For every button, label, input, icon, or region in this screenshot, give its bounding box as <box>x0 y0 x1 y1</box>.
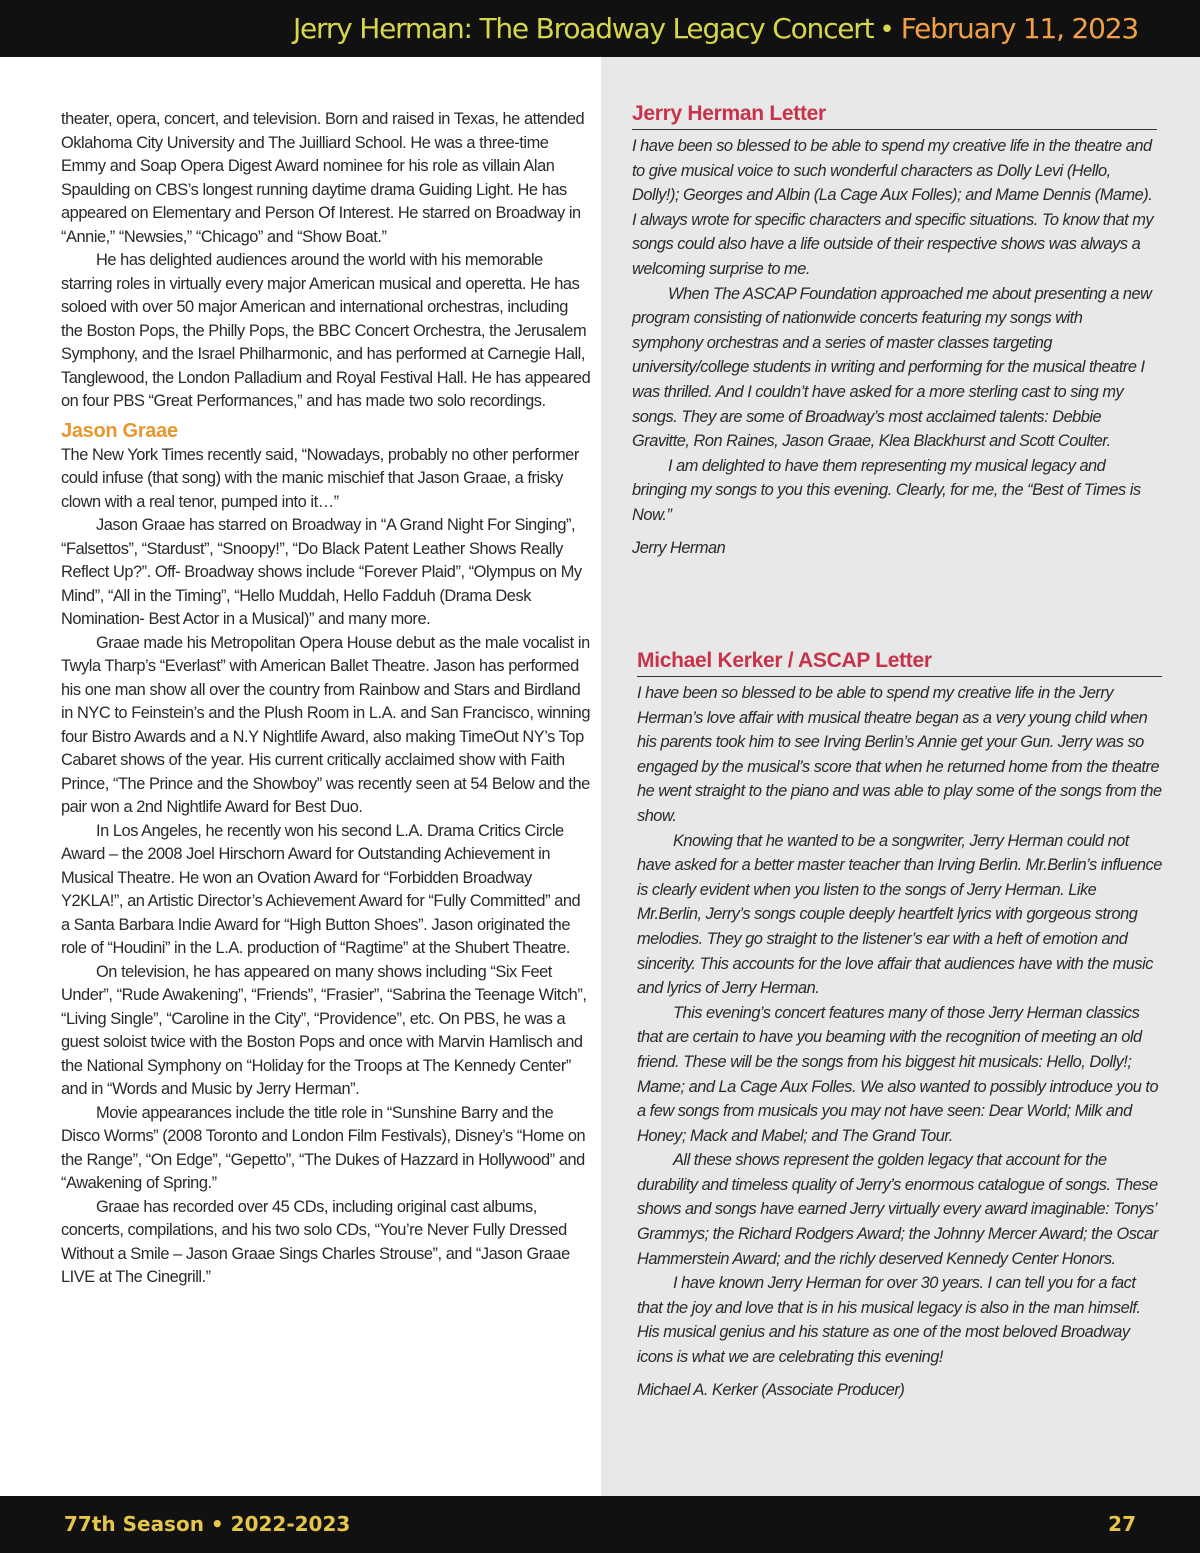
jason-paragraph: Graae made his Metropolitan Opera House debut as the male vocalist in Twyla Tharp’s “Everlast” with American Ballet Theatre. Jason has performed his one man show all over the country from Rainbow and Stars and Birdland in NYC to Feinstein’s and the Plush Room in L.A. and San Francisco, winning four Bistro Awards and a N.Y Nightlife Award, also making TimeOut NY’s Top Cabaret shows of the year. His current critically acclaimed show with Faith Prince, “The Prince and the Showboy” was recently seen at 54 Below and the pair won a 2nd Nightlife Award for Best Duo. <box>61 633 590 816</box>
jason-paragraph: Jason Graae has starred on Broadway in “A Grand Night For Singing”, “Falsettos”, “Stardust”, “Snoopy!”, “Do Black Patent Leather Shows Really Reflect Up?”. Off- Broadway shows include “Forever Plaid”, “Olympus on My Mind”, “All in the Timing”, “Hello Muddah, Hello Fadduh (Drama Desk Nomination- Best Actor in a Musical)” and many more. <box>61 516 582 628</box>
jason-paragraph: In Los Angeles, he recently won his second L.A. Drama Critics Circle Award – the 2008 Joel Hirschorn Award for Outstanding Achievement in Musical Theatre. He won an Ovation Award for “Forbidden Broadway Y2KLA!”, an Artistic Director’s Achievement Award for “Fully Committed” and a Santa Barbara Indie Award for “High Button Shoes”. Jason originated the role of “Houdini” in the L.A. production of “Ragtime” at the Shubert Theatre. <box>61 821 581 957</box>
jason-paragraph: Movie appearances include the title role in “Sunshine Barry and the Disco Worms” (2008 Toronto and London Film Festivals), Disney’s “Home on the Range”, “On Edge”, “Gepetto”, “The Dukes of Hazzard in Hollywood” and “Awakening of Spring.” <box>61 1103 586 1192</box>
bio-paragraph: He has delighted audiences around the world with his memorable starring roles in virtually every major American musical and operetta. He has soloed with over 50 major American and international orchestras, including the Boston Pops, the Philly Pops, the BBC Concert Orchestra, the Jerusalem Symphony, and the Israel Philharmonic, and has performed at Carnegie Hall, Tanglewood, the London Palladium and Royal Festival Hall. He has appeared on four PBS “Great Performances,” and has made two solo recordings. <box>61 251 591 410</box>
concert-date: February 11, 2023 <box>900 12 1138 45</box>
bio-paragraph: theater, opera, concert, and television. Born and raised in Texas, he attended Oklahoma City University and The Juilliard School. He was a three-time Emmy and Soap Opera Digest Award nominee for his role as villain Alan Spaulding on CBS’s longest running daytime drama Guiding Light. He has appeared on Elementary and Person Of Interest. He starred on Broadway in “Annie,” “Newsies,” “Chicago” and “Show Boat.” <box>61 110 585 246</box>
letter-signature: Jerry Herman <box>632 538 726 557</box>
jerry-herman-letter-heading: Jerry Herman Letter <box>632 99 1157 130</box>
jason-paragraph: On television, he has appeared on many shows including “Six Feet Under”, “Rude Awakening”, “Friends”, “Frasier”, “Sabrina the Teenage Witch”, “Living Single”, “Caroline in the City”, “Providence”, etc. On PBS, he was a guest soloist twice with the Boston Pops and once with Marvin Hamlisch and the National Symphony on “Holiday for the Troops at The Kennedy Center” and in “Words and Music by Jerry Herman”. <box>61 962 587 1098</box>
letter-paragraph: Knowing that he wanted to be a songwriter, Jerry Herman could not have asked for a better master teacher than Irving Berlin. Mr.Berlin’s influence is clearly evident when you listen to the songs of Jerry Herman. Like Mr.Berlin, Jerry’s songs couple deeply heartfelt lyrics with gorgeous strong melodies. They go straight to the listener’s ear with a heft of emotion and sincerity. This accounts for the love affair that audiences have with the music and lyrics of Jerry Herman. <box>637 831 1162 998</box>
season-label: 77th Season • 2022-2023 <box>64 1512 351 1536</box>
michael-kerker-letter <box>637 646 1162 1402</box>
letter-paragraph: This evening’s concert features many of those Jerry Herman classics that are certain to have you beaming with the recognition of meeting an old friend. These will be the songs from his biggest hit musicals: Hello, Dolly!; Mame; and La Cage Aux Folles. We also wanted to possibly introduce you to a few songs from musicals you may not have seen: Dear World; Milk and Honey; Mack and Mabel; and The Grand Tour. <box>637 1003 1159 1145</box>
letter-signature: Michael A. Kerker (Associate Producer) <box>637 1380 905 1399</box>
header-separator: • <box>879 15 895 45</box>
jerry-herman-letter <box>632 99 1157 560</box>
jason-paragraph: The New York Times recently said, “Nowadays, probably no other performer could infuse (that song) with the manic mischief that Jason Graae, a frisky clown with a real tenor, pumped into it…” <box>61 445 579 511</box>
letter-paragraph: I am delighted to have them representing my musical legacy and bringing my songs to you this evening. Clearly, for me, the “Best of Times is Now.” <box>632 456 1141 524</box>
letter-paragraph: I have been so blessed to be able to spend my creative life in the Jerry Herman’s love affair with musical theatre began as a very young child when his parents took him to see Irving Berlin’s Annie get your Gun. Jerry was so engaged by the musical’s score that when he returned home from the theatre he went straight to the piano and was able to play some of the songs from the show. <box>637 684 1162 825</box>
page-header <box>0 0 1200 57</box>
letter-paragraph: I have known Jerry Herman for over 30 years. I can tell you for a fact that the joy and love that is in his musical legacy is also in the man himself. His musical genius and his stature as one of the most beloved Broadway icons is what we are celebrating this evening! <box>637 1274 1141 1367</box>
jason-graae-heading: Jason Graae <box>61 419 178 442</box>
letter-paragraph: When The ASCAP Foundation approached me about presenting a new program consisting of nationwide concerts featuring my songs with symphony orchestras and a series of master classes targeting university/college students in writing and performing for the musical theatre I was thrilled. And I couldn’t have asked for a more sterling cast to sing my songs. They are some of Broadway’s most acclaimed talents: Debbie Gravitte, Ron Raines, Jason Graae, Klea Blackhurst and Scott Coulter. <box>632 284 1152 451</box>
page-footer <box>0 1496 1200 1553</box>
letter-paragraph: I have been so blessed to be able to spend my creative life in the theatre and to give musical voice to such wonderful characters as Dolly Levi (Hello, Dolly!); Georges and Albin (La Cage Aux Folles); and Mame Dennis (Mame). I always wrote for specific characters and specific situations. To know that my songs could also have a life outside of their respective shows was always a welcoming surprise to me. <box>632 137 1154 278</box>
concert-title: Jerry Herman: The Broadway Legacy Concert <box>292 12 874 45</box>
page-number: 27 <box>1108 1512 1136 1536</box>
jason-paragraph: Graae has recorded over 45 CDs, including original cast albums, concerts, compilations, and his two solo CDs, “You’re Never Fully Dressed Without a Smile – Jason Graae Sings Charles Strouse”, and “Jason Graae LIVE at The Cinegrill.” <box>61 1197 570 1286</box>
michael-kerker-letter-heading: Michael Kerker / ASCAP Letter <box>637 646 1162 677</box>
letter-paragraph: All these shows represent the golden legacy that account for the durability and timeless quality of Jerry’s enormous catalogue of songs. These shows and songs have earned Jerry virtually every award imaginable: Tonys’ Grammys; the Richard Rodgers Award; the Johnny Mercer Award; the Oscar Hammerstein Award; and the richly deserved Kennedy Center Honors. <box>637 1151 1158 1268</box>
left-column <box>61 108 591 1290</box>
